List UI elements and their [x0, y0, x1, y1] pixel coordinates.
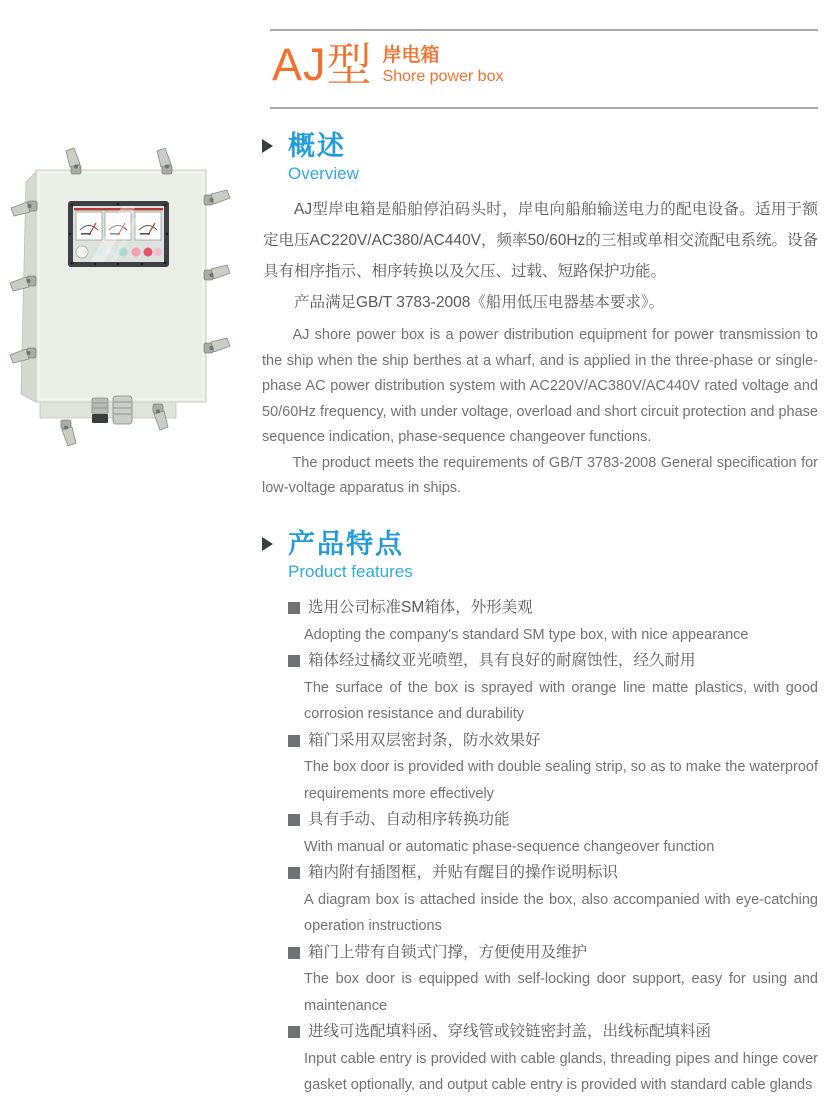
toggle-clamp [204, 265, 230, 280]
feature-title-cn [288, 1019, 818, 1046]
feature-text-en: With manual or automatic phase-sequence changeover function [304, 838, 715, 855]
overview-heading-en: Overview [288, 164, 359, 183]
indicator-light [144, 248, 153, 257]
bullet-square-icon [288, 602, 300, 614]
feature-text-en: A diagram box is attached inside the box, also accompanied with eye-catching operation instructions [304, 891, 818, 934]
overview-header [262, 130, 818, 184]
feature-title-cn [288, 595, 818, 622]
analog-meter [135, 212, 161, 240]
feature-text-cn: 箱体经过橘纹亚光喷塑，具有良好的耐腐蚀性，经久耐用 [308, 652, 696, 669]
product-photo [6, 128, 258, 460]
feature-text-cn: 选用公司标准SM箱体，外形美观 [308, 599, 533, 616]
feature-item [262, 1019, 818, 1099]
overview-text-en [262, 323, 818, 502]
feature-item [262, 728, 818, 808]
feature-text-cn: 箱内附有插图框，并贴有醒目的操作说明标识 [308, 864, 619, 881]
toggle-clamp [204, 190, 230, 205]
bullet-square-icon [288, 814, 300, 826]
feature-text-en: Input cable entry is provided with cable glands, threading pipes and hinge cover gasket optionally, and output cable entry is provided with standard cable glands [304, 1050, 818, 1093]
feature-list [262, 595, 818, 1099]
feature-text-cn: 进线可选配填料函、穿线管或铰链密封盖，出线标配填料函 [308, 1023, 712, 1040]
feature-item [262, 940, 818, 1020]
indicator-light [154, 248, 162, 256]
feature-text-cn: 箱门上带有自锁式门撑，方便使用及维护 [308, 943, 588, 961]
analog-meter [76, 212, 102, 240]
product-title [272, 39, 504, 90]
bullet-square-icon [288, 947, 300, 959]
title-divider [270, 107, 818, 109]
cable-gland [113, 396, 132, 424]
overview-text-cn [262, 194, 818, 318]
bullet-square-icon [288, 735, 300, 747]
features-heading-en: Product features [288, 562, 413, 581]
section-marker-icon [262, 537, 273, 551]
feature-title-cn [288, 860, 818, 887]
top-divider [270, 29, 818, 31]
feature-item [262, 860, 818, 940]
feature-text-en: The box door is provided with double sealing strip, so as to make the waterproof requirements more effectively [304, 759, 818, 802]
bullet-square-icon [288, 655, 300, 667]
toggle-clamp [204, 338, 230, 353]
features-heading-cn: 产品特点 [288, 529, 404, 559]
feature-text-cn: 箱门采用双层密封条，防水效果好 [308, 731, 541, 749]
panel-window [68, 201, 169, 267]
indicator-light [132, 248, 141, 257]
feature-item [262, 595, 818, 648]
bullet-square-icon [288, 867, 300, 879]
paragraph: 产品满足GB/T 3783-2008《船用低压电器基本要求》。 [294, 294, 665, 311]
feature-title-cn [288, 807, 818, 834]
paragraph: AJ型岸电箱是船舶停泊码头时，岸电向船舶输送电力的配电设备。适用于额定电压AC220V/AC380/AC440V，频率50/60Hz的三相或单相交流配电系统。设备具有相序指示、相序转换以及欠压、过载、短路保护功能。 [263, 201, 818, 280]
section-marker-icon [262, 139, 273, 153]
feature-text-en: The box door is equipped with self-locking door support, easy for using and maintenance [304, 971, 818, 1014]
feature-title-cn [288, 728, 818, 755]
feature-text-en: The surface of the box is sprayed with orange line matte plastics, with good corrosion resistance and durability [304, 679, 818, 722]
feature-text-en: Adopting the company's standard SM type box, with nice appearance [304, 626, 749, 643]
feature-item [262, 807, 818, 860]
features-header [262, 528, 818, 582]
overview-heading-cn: 概述 [288, 131, 346, 161]
cable-gland [92, 398, 108, 423]
feature-title-cn [288, 940, 818, 967]
model-name: AJ型 [272, 39, 373, 90]
panel-button [76, 246, 88, 258]
bullet-square-icon [288, 1026, 300, 1038]
feature-title-cn [288, 648, 818, 675]
product-name-cn: 岸电箱 [382, 45, 440, 66]
product-name-en: Shore power box [382, 68, 504, 85]
overview-section [262, 130, 818, 502]
features-section [262, 528, 818, 1099]
feature-text-cn: 具有手动、自动相序转换功能 [308, 811, 510, 828]
paragraph: The product meets the requirements of GB/T 3783-2008 General specification for low-voltage apparatus in ships. [262, 454, 818, 496]
paragraph: AJ shore power box is a power distribution equipment for power transmission to the ship when the ship berthes at a wharf, and is applied in the three-phase or single-phase AC power distribution system with AC220V/AC380V/AC440V rated voltage and 50/60Hz frequency, with under voltage, overload and short circuit protection and phase sequence indication, phase-sequence changeover functions. [262, 327, 818, 445]
feature-item [262, 648, 818, 728]
toggle-clamp [61, 420, 76, 446]
